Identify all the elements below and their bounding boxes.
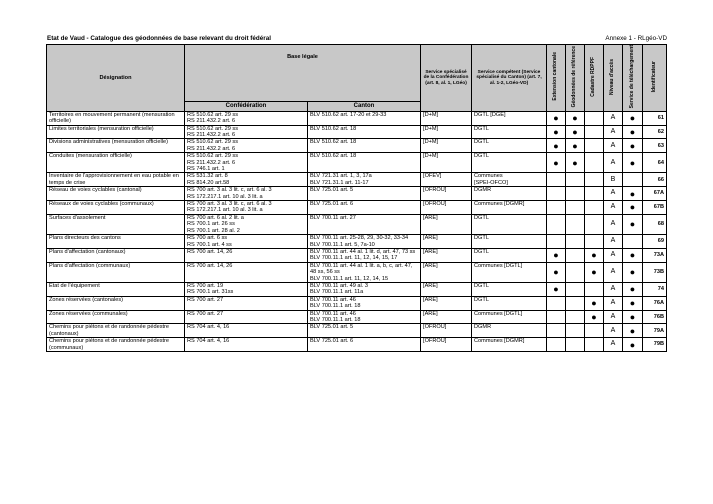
cell-cadastre xyxy=(585,187,604,201)
cell-niveau-acces: A xyxy=(604,235,623,249)
cell-service-competent: Communes [SPEI-OFCO] xyxy=(472,173,547,187)
cell-service-telechargement: ● xyxy=(623,139,643,153)
cell-niveau-acces: A xyxy=(604,125,623,139)
cell-service-competent: Communes [DGTL] xyxy=(472,262,547,282)
cell-geodonnees xyxy=(566,262,585,282)
cell-service-specialise: [OFROU] xyxy=(421,187,472,201)
cell-cadastre: ● xyxy=(585,296,604,310)
cell-canton: BLV 700.11 art. 44 al. 1 lit. d, art. 47, 73 ss BLV 700.11.1 art. 11, 12, 14, 15, 17 xyxy=(308,248,421,262)
cell-service-telechargement: ● xyxy=(623,125,643,139)
cell-service-specialise: [D+M] xyxy=(421,153,472,173)
cell-cadastre xyxy=(585,324,604,338)
cell-service-telechargement: ● xyxy=(623,296,643,310)
cell-confederation: RS 700 art. 3 al. 3 lit. c, art. 6 al. 3 RS 172.217.1 art. 10 al. 3 lit. a xyxy=(185,201,308,215)
cell-geodonnees: ● xyxy=(566,125,585,139)
cell-extension-cantonale xyxy=(547,338,566,352)
cell-niveau-acces: A xyxy=(604,262,623,282)
cell-designation: Divisions administratives (mensuration officielle) xyxy=(47,139,185,153)
col-cadastre-label: Cadastre RDPPF xyxy=(590,56,597,97)
cell-geodonnees xyxy=(566,338,585,352)
cell-confederation: RS 510.62 art. 29 ss RS 211.432.2 art. 6 xyxy=(185,125,308,139)
cell-service-telechargement: ● xyxy=(623,187,643,201)
cell-service-competent: Communes [DGTL] xyxy=(472,310,547,324)
col-base-legale: Base légale xyxy=(185,45,421,102)
cell-service-specialise: [D+M] xyxy=(421,139,472,153)
cell-geodonnees xyxy=(566,248,585,262)
cell-service-competent: DGTL xyxy=(472,282,547,296)
table-row xyxy=(47,125,667,139)
col-confederation: Confédération xyxy=(185,101,308,111)
cell-geodonnees xyxy=(566,310,585,324)
cell-extension-cantonale: ● xyxy=(547,139,566,153)
cell-identificateur: 74 xyxy=(643,282,667,296)
cell-extension-cantonale xyxy=(547,310,566,324)
cell-identificateur: 69 xyxy=(643,235,667,249)
cell-service-telechargement: ● xyxy=(623,338,643,352)
col-identificateur xyxy=(643,45,667,112)
cell-designation: Chemins pour piétons et de randonnée pédestre (cantonaux) xyxy=(47,324,185,338)
cell-service-telechargement: ● xyxy=(623,282,643,296)
header-row-top xyxy=(47,45,667,102)
cell-service-competent: DGTL xyxy=(472,235,547,249)
cell-service-telechargement: ● xyxy=(623,324,643,338)
cell-geodonnees xyxy=(566,201,585,215)
cell-cadastre xyxy=(585,201,604,215)
col-geodonnees-label: Géodonnées de référence xyxy=(571,45,578,108)
cell-geodonnees xyxy=(566,324,585,338)
col-niveau-acces xyxy=(604,45,623,112)
cell-service-specialise: [ARE] xyxy=(421,248,472,262)
table-body xyxy=(47,111,667,351)
cell-niveau-acces: A xyxy=(604,324,623,338)
cell-service-specialise: [ARE] xyxy=(421,282,472,296)
cell-service-specialise: [ARE] xyxy=(421,296,472,310)
cell-niveau-acces: B xyxy=(604,173,623,187)
cell-identificateur: 79A xyxy=(643,324,667,338)
cell-geodonnees xyxy=(566,214,585,234)
cell-designation: Plans d'affectation (communaux) xyxy=(47,262,185,282)
col-cadastre-rdppf xyxy=(585,45,604,112)
cell-cadastre: ● xyxy=(585,262,604,282)
cell-service-competent: DGTL xyxy=(472,296,547,310)
cell-niveau-acces: A xyxy=(604,153,623,173)
col-identificateur-label: Identificateur xyxy=(650,60,657,93)
cell-designation: Réseau de voies cyclables (cantonal) xyxy=(47,187,185,201)
cell-cadastre xyxy=(585,153,604,173)
cell-canton: BLV 725.01 art. 5 xyxy=(308,324,421,338)
cell-extension-cantonale xyxy=(547,214,566,234)
cell-identificateur: 76B xyxy=(643,310,667,324)
cell-confederation: RS 700 art. 6 al. 2 lit. a RS 700.1 art. 26 ss RS 700.1 art. 28 al. 2 xyxy=(185,214,308,234)
cell-confederation: RS 510.62 art. 29 ss RS 211.432.2 art. 6 RS 746.1 art. 1 xyxy=(185,153,308,173)
col-extension-label: Extension cantonale xyxy=(552,52,559,101)
document-title: Etat de Vaud - Catalogue des géodonnées de base relevant du droit fédéral xyxy=(47,35,271,42)
cell-cadastre xyxy=(585,282,604,296)
table-row xyxy=(47,187,667,201)
table-row xyxy=(47,153,667,173)
col-service-telechargement xyxy=(623,45,643,112)
cell-service-competent: Communes [DGMR] xyxy=(472,201,547,215)
cell-canton: BLV 510.62 art. 18 xyxy=(308,153,421,173)
cell-confederation: RS 704 art. 4, 16 xyxy=(185,324,308,338)
cell-confederation: RS 700 art. 27 xyxy=(185,310,308,324)
table-row xyxy=(47,296,667,310)
cell-niveau-acces: A xyxy=(604,187,623,201)
cell-extension-cantonale: ● xyxy=(547,153,566,173)
catalogue-table xyxy=(46,44,667,352)
cell-service-specialise: [OFROU] xyxy=(421,338,472,352)
cell-service-specialise: [ARE] xyxy=(421,214,472,234)
cell-extension-cantonale xyxy=(547,235,566,249)
cell-service-telechargement xyxy=(623,235,643,249)
cell-geodonnees xyxy=(566,187,585,201)
cell-service-telechargement: ● xyxy=(623,262,643,282)
cell-canton: BLV 700.11 art. 49 al. 3 BLV 700.11.1 art. 11a xyxy=(308,282,421,296)
cell-geodonnees xyxy=(566,235,585,249)
cell-cadastre xyxy=(585,235,604,249)
cell-extension-cantonale xyxy=(547,201,566,215)
cell-service-specialise: [D+M] xyxy=(421,111,472,125)
cell-extension-cantonale xyxy=(547,324,566,338)
cell-confederation: RS 700 art. 3 al. 3 lit. c, art. 6 al. 3 RS 172.217.1 art. 10 al. 3 lit. a xyxy=(185,187,308,201)
cell-identificateur: 73A xyxy=(643,248,667,262)
cell-confederation: RS 700 art. 19 RS 700.1 art. 31ss xyxy=(185,282,308,296)
table-row xyxy=(47,214,667,234)
cell-service-specialise: [D+M] xyxy=(421,125,472,139)
cell-identificateur: 68 xyxy=(643,214,667,234)
cell-canton: BLV 700.11 art. 44 al. 1 lit. a, b, c, art. 47, 48 ss, 56 ss BLV 700.11.1 art. 11, 12, 14, 15 xyxy=(308,262,421,282)
table-row xyxy=(47,235,667,249)
cell-niveau-acces: A xyxy=(604,139,623,153)
cell-service-specialise: [OFEV] xyxy=(421,173,472,187)
cell-geodonnees xyxy=(566,282,585,296)
cell-niveau-acces: A xyxy=(604,214,623,234)
cell-extension-cantonale: ● xyxy=(547,262,566,282)
cell-identificateur: 61 xyxy=(643,111,667,125)
cell-canton: BLV 510.62 art. 17-20 et 29-33 xyxy=(308,111,421,125)
col-designation: Désignation xyxy=(47,45,185,112)
cell-canton: BLV 510.62 art. 18 xyxy=(308,139,421,153)
cell-service-telechargement: ● xyxy=(623,111,643,125)
cell-designation: Chemins pour piétons et de randonnée pédestre (communaux) xyxy=(47,338,185,352)
cell-niveau-acces: A xyxy=(604,296,623,310)
cell-confederation: RS 510.62 art. 29 ss RS 211.432.2 art. 6 xyxy=(185,111,308,125)
cell-identificateur: 64 xyxy=(643,153,667,173)
cell-niveau-acces: A xyxy=(604,248,623,262)
col-canton: Canton xyxy=(308,101,421,111)
cell-service-telechargement: ● xyxy=(623,310,643,324)
cell-identificateur: 63 xyxy=(643,139,667,153)
cell-designation: Zones réservées (communales) xyxy=(47,310,185,324)
cell-canton: BLV 700.11 art. 27 xyxy=(308,214,421,234)
cell-niveau-acces: A xyxy=(604,282,623,296)
cell-service-competent: Communes [DGMR] xyxy=(472,338,547,352)
cell-geodonnees: ● xyxy=(566,139,585,153)
table-row xyxy=(47,248,667,262)
annex-label: Annexe 1 - RLgéo-VD xyxy=(605,35,667,42)
cell-confederation: RS 700 art. 14, 26 xyxy=(185,248,308,262)
cell-geodonnees: ● xyxy=(566,153,585,173)
cell-canton: BLV 725.01 art. 6 xyxy=(308,338,421,352)
table-row xyxy=(47,338,667,352)
table-row xyxy=(47,310,667,324)
cell-confederation: RS 700 art. 6 ss RS 700.1 art. 4 ss xyxy=(185,235,308,249)
cell-designation: Limites territoriales (mensuration officielle) xyxy=(47,125,185,139)
cell-confederation: RS 510.62 art. 29 ss RS 211.432.2 art. 6 xyxy=(185,139,308,153)
cell-service-competent: DGMR xyxy=(472,187,547,201)
cell-service-competent: DGTL xyxy=(472,248,547,262)
cell-geodonnees xyxy=(566,296,585,310)
col-service-competent: Service compétent (Service spécialisé du Canton) (art. 7, al. 1-2, LGéo-VD) xyxy=(472,45,547,112)
table-row xyxy=(47,111,667,125)
table-row xyxy=(47,173,667,187)
cell-identificateur: 73B xyxy=(643,262,667,282)
cell-service-specialise: [ARE] xyxy=(421,235,472,249)
cell-canton: BLV 725.01 art. 6 xyxy=(308,201,421,215)
cell-designation: Réseaux de voies cyclables (communaux) xyxy=(47,201,185,215)
table-row xyxy=(47,324,667,338)
cell-canton: BLV 721.31 art. 1, 3, 17a BLV 721.31.1 art. 11-17 xyxy=(308,173,421,187)
cell-service-telechargement: ● xyxy=(623,248,643,262)
cell-confederation: RS 531.32 art. 8 RS 814.20 art.58 xyxy=(185,173,308,187)
cell-identificateur: 67B xyxy=(643,201,667,215)
cell-service-competent: DGTL xyxy=(472,153,547,173)
cell-service-specialise: [OFROU] xyxy=(421,201,472,215)
cell-cadastre xyxy=(585,139,604,153)
cell-extension-cantonale xyxy=(547,296,566,310)
cell-designation: Inventaire de l'approvisionnement en eau potable en temps de crise xyxy=(47,173,185,187)
cell-service-competent: DGTL xyxy=(472,214,547,234)
cell-extension-cantonale: ● xyxy=(547,282,566,296)
cell-confederation: RS 700 art. 27 xyxy=(185,296,308,310)
cell-canton: BLV 725.01 art. 5 xyxy=(308,187,421,201)
cell-extension-cantonale: ● xyxy=(547,248,566,262)
cell-cadastre: ● xyxy=(585,310,604,324)
cell-geodonnees xyxy=(566,173,585,187)
col-geodonnees-reference xyxy=(566,45,585,112)
cell-identificateur: 66 xyxy=(643,173,667,187)
cell-service-telechargement xyxy=(623,173,643,187)
cell-identificateur: 79B xyxy=(643,338,667,352)
cell-niveau-acces: A xyxy=(604,111,623,125)
cell-identificateur: 67A xyxy=(643,187,667,201)
cell-canton: BLV 700.11 art. 25-28, 29, 30-32, 33-34 BLV 700.11.1 art. 5, 7a-10 xyxy=(308,235,421,249)
cell-designation: Conduites (mensuration officielle) xyxy=(47,153,185,173)
cell-service-telechargement: ● xyxy=(623,153,643,173)
col-service-specialise: Service spécialisé de la Confédération (art. 8, al. 1, LGéo) xyxy=(421,45,472,112)
cell-canton: BLV 700.11 art. 46 BLV 700.11.1 art. 18 xyxy=(308,296,421,310)
cell-niveau-acces: A xyxy=(604,338,623,352)
cell-cadastre: ● xyxy=(585,248,604,262)
cell-extension-cantonale xyxy=(547,173,566,187)
cell-designation: Plans d'affectation (cantonaux) xyxy=(47,248,185,262)
cell-service-competent: DGMR xyxy=(472,324,547,338)
cell-service-competent: DGTL xyxy=(472,139,547,153)
cell-service-specialise: [ARE] xyxy=(421,310,472,324)
cell-cadastre xyxy=(585,173,604,187)
cell-designation: Territoires en mouvement permanent (mensuration officielle) xyxy=(47,111,185,125)
cell-cadastre xyxy=(585,125,604,139)
cell-service-telechargement: ● xyxy=(623,214,643,234)
cell-cadastre xyxy=(585,111,604,125)
cell-identificateur: 62 xyxy=(643,125,667,139)
cell-confederation: RS 704 art. 4, 16 xyxy=(185,338,308,352)
cell-designation: Zones réservées (cantonales) xyxy=(47,296,185,310)
col-service-tele-label: Service de téléchargement xyxy=(628,45,635,109)
cell-service-telechargement: ● xyxy=(623,201,643,215)
table-row xyxy=(47,139,667,153)
col-niveau-label: Niveau d'accès xyxy=(609,58,616,95)
table-row xyxy=(47,201,667,215)
cell-niveau-acces: A xyxy=(604,201,623,215)
cell-cadastre xyxy=(585,214,604,234)
cell-service-specialise: [OFROU] xyxy=(421,324,472,338)
cell-niveau-acces: A xyxy=(604,310,623,324)
cell-identificateur: 76A xyxy=(643,296,667,310)
cell-canton: BLV 510.62 art. 18 xyxy=(308,125,421,139)
cell-extension-cantonale xyxy=(547,187,566,201)
cell-confederation: RS 700 art. 14, 26 xyxy=(185,262,308,282)
cell-designation: Etat de l'équipement xyxy=(47,282,185,296)
cell-designation: Plans directeurs des cantons xyxy=(47,235,185,249)
col-extension-cantonale xyxy=(547,45,566,112)
cell-extension-cantonale: ● xyxy=(547,125,566,139)
cell-service-competent: DGTL [DGE] xyxy=(472,111,547,125)
cell-canton: BLV 700.11 art. 46 BLV 700.11.1 art. 18 xyxy=(308,310,421,324)
cell-cadastre xyxy=(585,338,604,352)
cell-designation: Surfaces d'assolement xyxy=(47,214,185,234)
table-row xyxy=(47,282,667,296)
cell-service-specialise: [ARE] xyxy=(421,262,472,282)
cell-extension-cantonale: ● xyxy=(547,111,566,125)
cell-service-competent: DGTL xyxy=(472,125,547,139)
cell-geodonnees: ● xyxy=(566,111,585,125)
table-row xyxy=(47,262,667,282)
